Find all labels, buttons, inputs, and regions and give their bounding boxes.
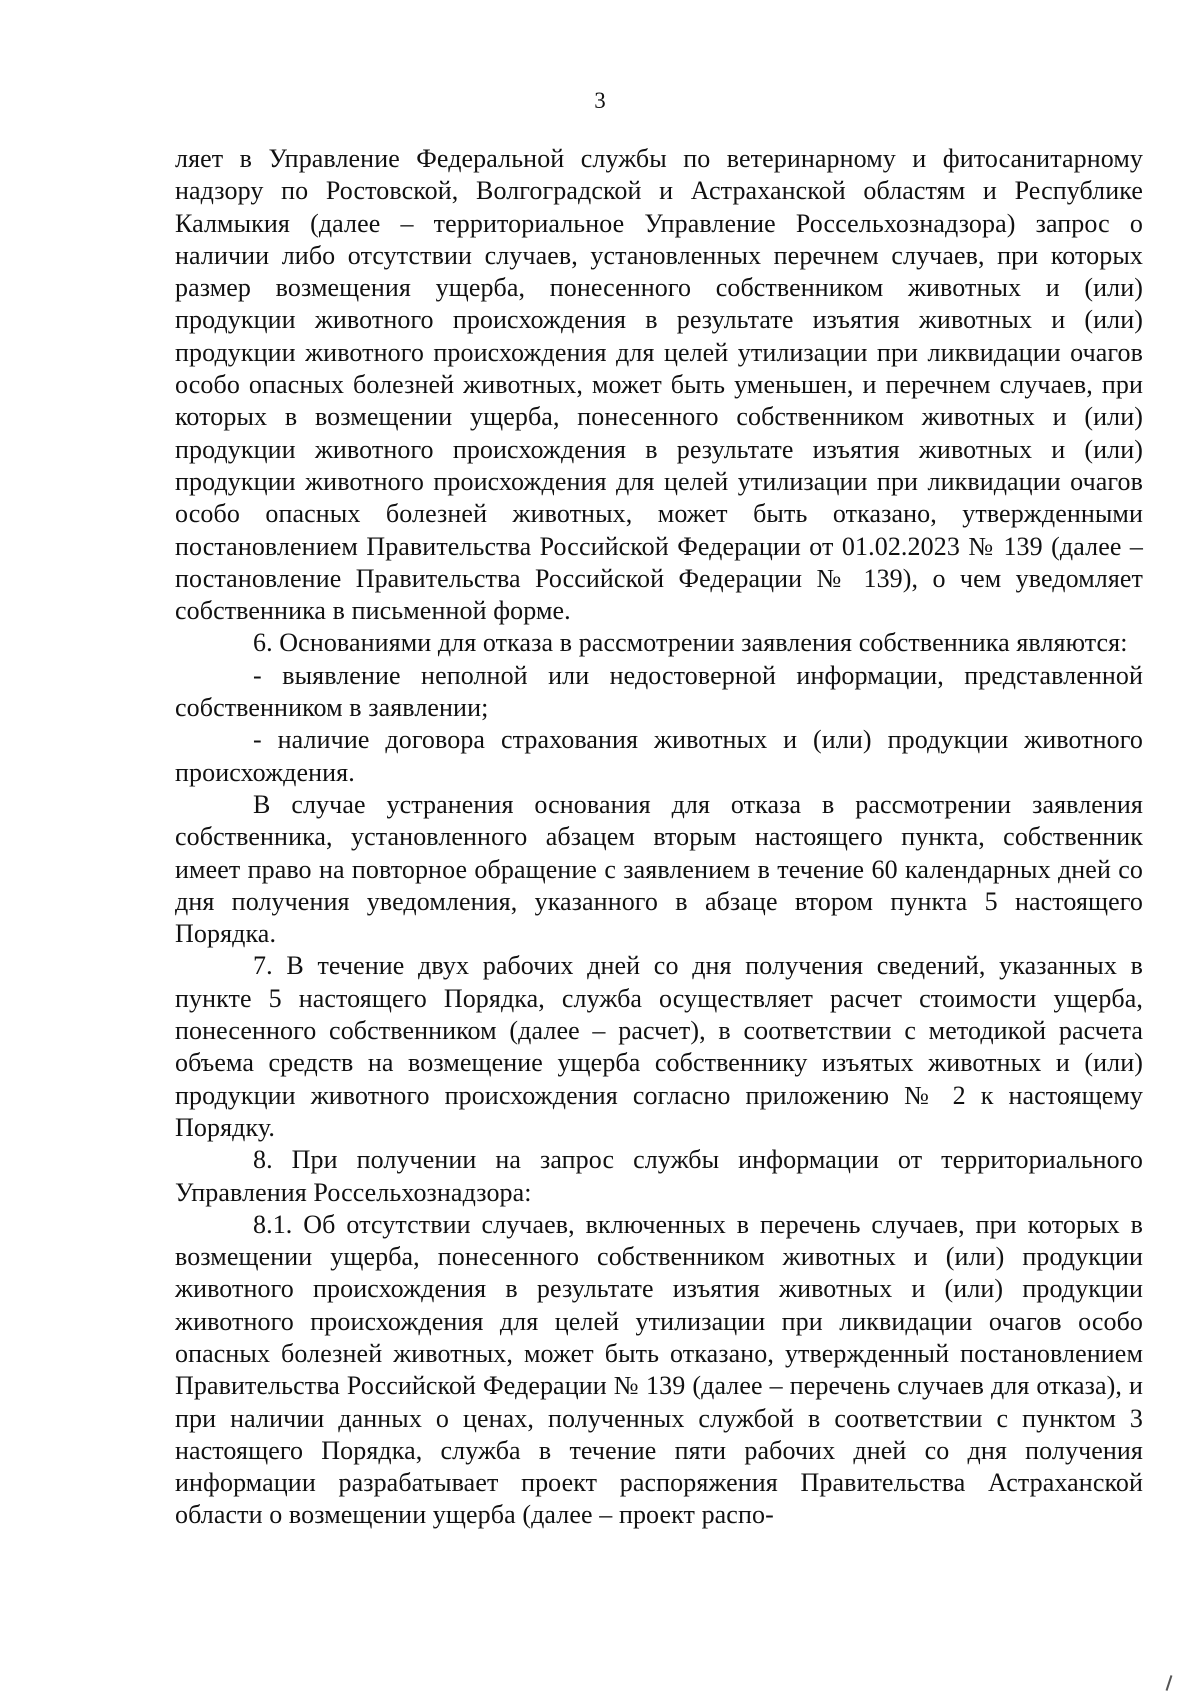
paragraph-resubmission: В случае устранения основания для отказа в рассмотрении заявления собственника, установленного абзацем вторым настоящего пункта, собственник имеет право на повторное обращение с заявлением в течение 60 календарных дней со дня получения уведомления, указанного в абзаце втором пункта 5 настоящего Порядка. (175, 789, 1143, 949)
paragraph-item-8: 8. При получении на запрос службы информации от территориального Управления Россельхознадзора: (175, 1145, 1143, 1207)
paragraph-list-item-2: - наличие договора страхования животных и (или) продукции животного происхождения. (175, 725, 1143, 787)
paragraph-item-7: 7. В течение двух рабочих дней со дня получения сведений, указанных в пункте 5 настоящего Порядка, служба осуществляет расчет стоимости ущерба, понесенного собственником (далее – расчет), в соответствии с методикой расчета объема средств на возмещение ущерба собственнику изъятых животных и (или) продукции животного происхождения согласно приложению № 2 к настоящему Порядку. (175, 951, 1143, 1142)
scan-edge-mark (1166, 1675, 1173, 1691)
paragraph-continuation: ляет в Управление Федеральной службы по ветеринарному и фитосанитарному надзору по Ростовской, Волгоградской и Астраханской областям и Республике Калмыкия (далее – территориальное Управление Россельхознадзора) запрос о наличии либо отсутствии случаев, установленных перечнем случаев, при которых размер возмещения ущерба, понесенного собственником животных и (или) продукции животного происхождения в результате изъятия животных и (или) продукции животного происхождения для целей утилизации при ликвидации очагов особо опасных болезней животных, может быть уменьшен, и перечнем случаев, при которых в возмещении ущерба, понесенного собственником животных и (или) продукции животного происхождения в результате изъятия животных и (или) продукции животного происхождения для целей утилизации при ликвидации очагов особо опасных болезней животных, может быть отказано, утвержденными постановлением Правительства Российской Федерации от 01.02.2023 № 139 (далее – постановление Правительства Российской Федерации № 139), о чем уведомляет собственника в письменной форме. (175, 144, 1143, 626)
paragraph-list-item-1: - выявление неполной или недостоверной информации, представленной собственником в заявлении; (175, 660, 1143, 723)
paragraph-item-8-1: 8.1. Об отсутствии случаев, включенных в перечень случаев, при которых в возмещении ущерба, понесенного собственником животных и (или) продукции животного происхождения в результате изъятия животных и (или) продукции животного происхождения для целей утилизации при ликвидации очагов особо опасных болезней животных, может быть отказано, утвержденный постановлением Правительства Российской Федерации № 139 (далее – перечень случаев для отказа), и при наличии данных о ценах, полученных службой в соответствии с пунктом 3 настоящего Порядка, служба в течение пяти рабочих дней со дня получения информации разрабатывает проект распоряжения Правительства Астраханской области о возмещении ущерба (далее – проект распо- (175, 1209, 1143, 1530)
paragraph-item-6: 6. Основаниями для отказа в рассмотрении заявления собственника являются: (253, 628, 1128, 658)
page-number: 3 (594, 88, 606, 113)
body-text (175, 143, 1143, 1532)
